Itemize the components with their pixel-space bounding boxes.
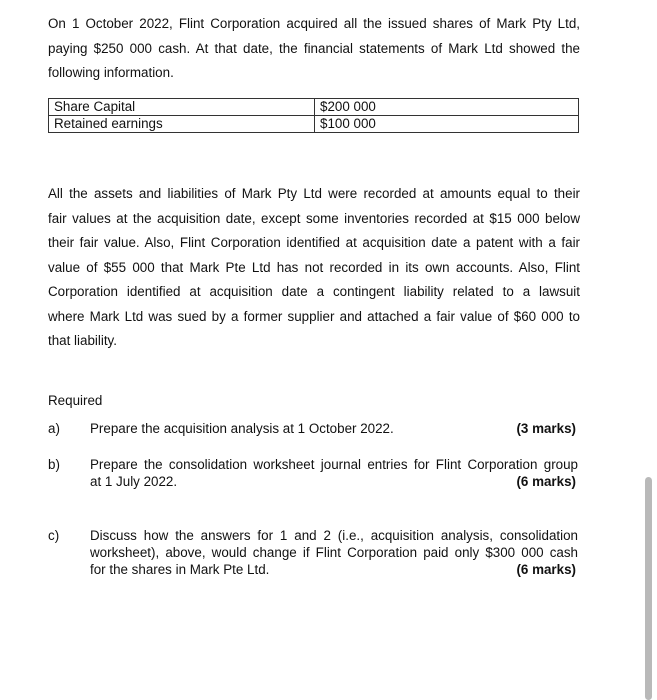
question-text <box>90 527 578 578</box>
question-text <box>90 456 578 490</box>
question-b <box>48 456 578 492</box>
intro-line: following information. <box>48 65 174 80</box>
required-heading: Required <box>48 393 103 408</box>
table-cell-value: $200 000 <box>315 99 579 116</box>
question-line: at 1 July 2022. <box>90 474 178 489</box>
question-line: for the shares in Mark Pte Ltd. <box>90 562 270 577</box>
intro-line: On 1 October 2022, Flint Corporation acquired all the issued shares of Mark Pty Ltd, <box>48 16 580 31</box>
body-line: their fair value. Also, Flint Corporation identified at acquisition date a patent with a fair <box>48 235 580 250</box>
body-line: that liability. <box>48 333 117 348</box>
scrollbar-thumb[interactable] <box>645 477 652 700</box>
question-letter: b) <box>48 457 60 472</box>
body-paragraph <box>48 182 580 354</box>
question-line: Prepare the acquisition analysis at 1 October 2022. <box>90 421 394 436</box>
table-row <box>49 116 579 133</box>
question-c <box>48 527 578 579</box>
question-letter: c) <box>48 528 60 543</box>
body-line: fair values at the acquisition date, except some inventories recorded at $15 000 below <box>48 210 580 226</box>
intro-line: paying $250 000 cash. At that date, the financial statements of Mark Ltd showed the <box>48 40 580 56</box>
intro-paragraph <box>48 12 580 86</box>
table-cell-label: Share Capital <box>49 99 315 116</box>
table-row <box>49 99 579 116</box>
body-line: Corporation identified at acquisition date a contingent liability related to a lawsuit <box>48 284 580 299</box>
table-cell-label: Retained earnings <box>49 116 315 133</box>
table-cell-value: $100 000 <box>315 116 579 133</box>
financial-info-table <box>48 98 579 133</box>
question-marks: (6 marks) <box>516 474 576 489</box>
question-marks: (3 marks) <box>516 421 576 436</box>
question-line: Prepare the consolidation worksheet journal entries for Flint Corporation group <box>90 457 578 472</box>
body-line: value of $55 000 that Mark Pte Ltd has not recorded in its own accounts. Also, Flint <box>48 259 580 275</box>
body-line: where Mark Ltd was sued by a former supplier and attached a fair value of $60 000 to <box>48 308 580 324</box>
body-line: All the assets and liabilities of Mark Pty Ltd were recorded at amounts equal to their <box>48 186 580 201</box>
question-a <box>48 420 578 440</box>
question-text <box>90 420 510 437</box>
question-marks: (6 marks) <box>516 562 576 577</box>
question-line: worksheet), above, would change if Flint Corporation paid only $300 000 cash <box>90 545 578 560</box>
question-letter: a) <box>48 421 60 436</box>
question-line: Discuss how the answers for 1 and 2 (i.e., acquisition analysis, consolidation <box>90 528 578 543</box>
